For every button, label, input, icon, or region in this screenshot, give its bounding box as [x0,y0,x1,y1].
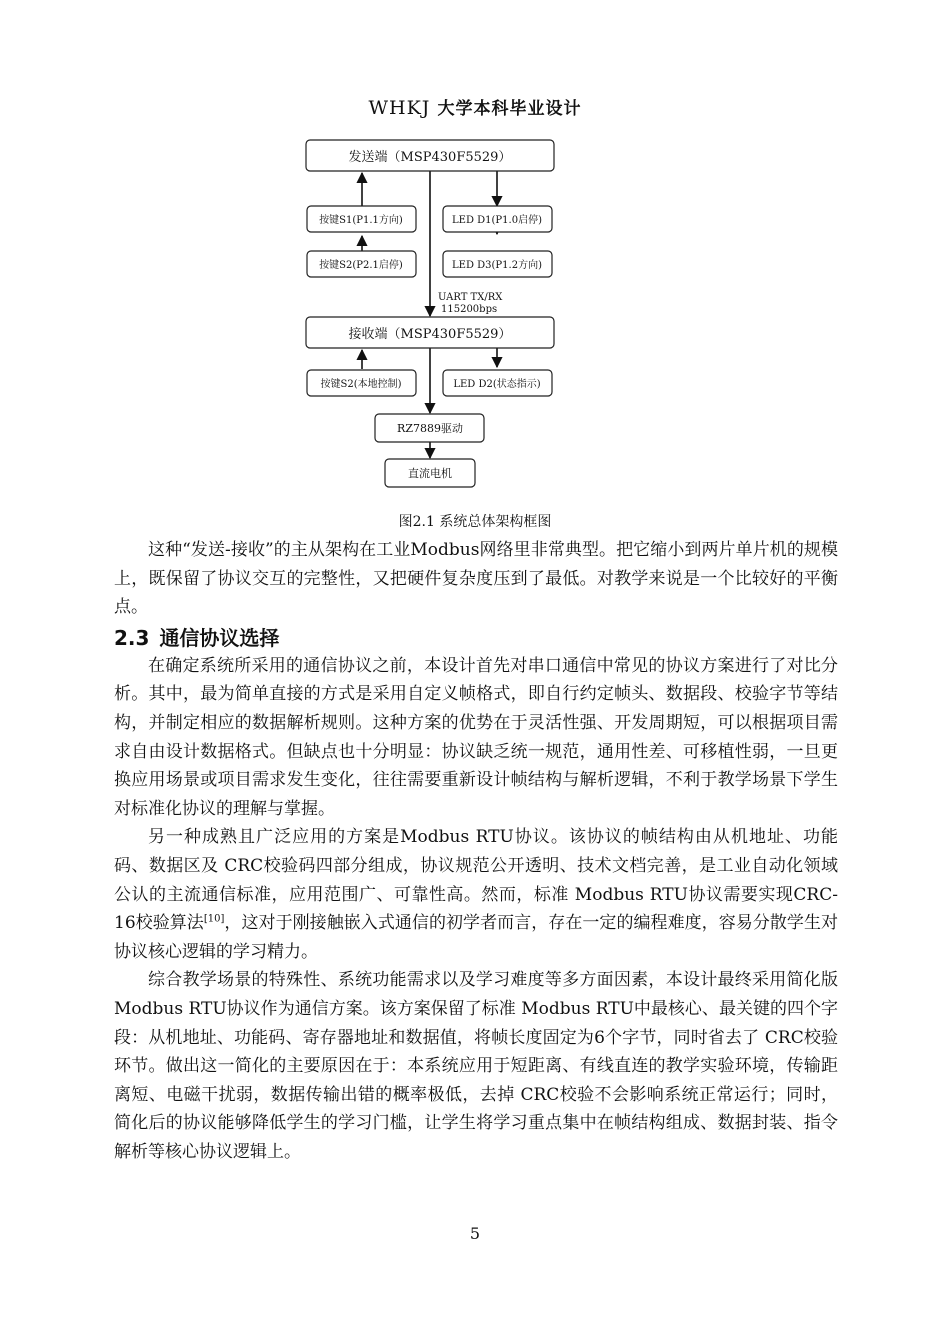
receiver-label: 接收端（MSP430F5529） [348,327,512,342]
led-d3-label: LED D3(P1.2方向) [452,260,542,271]
paragraph-4: 综合教学场景的特殊性、系统功能需求以及学习难度等多方面因素，本设计最终采用简化版 Modbus RTU协议作为通信方案。该方案保留了标准 Modbus RTU中最核心、最关键的四个字段：从机地址、功能码、寄存器地址和数据值，将帧长度固定为6个字节，同时省去了 CRC校验环节。做出这一简化的主要原因在于：本系统应用于短距离、有线直连的教学实验环境，传输距离短、电磁干扰弱，数据传输出错的概率极低，去掉 CRC校验不会影响系统正常运行；同时，简化后的协议能够降低学生的学习门槛，让学生将学习重点集中在帧结构组成、数据封装、指令解析等核心协议逻辑上。 [114,970,838,1162]
paragraph-3-part-b: ，这对于刚接触嵌入式通信的初学者而言，存在一定的编程难度，容易分散学生对协议核心逻辑的学习精力。 [114,913,838,962]
led-d2-label: LED D2(状态指示) [453,379,541,390]
citation-ref: [10] [203,913,225,925]
body-content [114,536,838,1166]
uart-label-line1: UART TX/RX [438,292,503,303]
architecture-diagram [0,0,950,520]
figure-caption: 图2.1 系统总体架构框图 [398,514,552,530]
header-title: 大学本科毕业设计 [437,99,582,119]
header-prefix: WHKJ [368,97,431,119]
key-s2-send-label: 按键S2(P2.1启停) [319,260,403,271]
motor-label: 直流电机 [408,467,452,480]
key-s2-recv-label: 按键S2(本地控制) [320,379,402,390]
key-s1-label: 按键S1(P1.1方向) [319,215,403,226]
paragraph-3-part-a: 另一种成熟且广泛应用的方案是Modbus RTU协议。该协议的帧结构由从机地址、功能码、数据区及 CRC校验码四部分组成，协议规范公开透明、技术文档完善，是工业自动化领域公认的主流通信标准，应用范围广、可靠性高。然而，标准 Modbus RTU协议需要实现CRC-16校验算法 [114,827,838,934]
sender-label: 发送端（MSP430F5529） [348,150,512,165]
section-number: 2.3 [114,625,150,650]
paragraph-1: 这种“发送-接收”的主从架构在工业Modbus网络里非常典型。把它缩小到两片单片机的规模上，既保留了协议交互的完整性，又把硬件复杂度压到了最低。对教学来说是一个比较好的平衡点。 [114,540,838,618]
page-number: 5 [469,1224,481,1243]
driver-label: RZ7889驱动 [397,422,463,435]
led-d1-label: LED D1(P1.0启停) [452,215,542,226]
paragraph-2: 在确定系统所采用的通信协议之前，本设计首先对串口通信中常见的协议方案进行了对比分析。其中，最为简单直接的方式是采用自定义帧格式，即自行约定帧头、数据段、校验字节等结构，并制定相应的数据解析规则。这种方案的优势在于灵活性强、开发周期短，可以根据项目需求自由设计数据格式。但缺点也十分明显：协议缺乏统一规范，通用性差、可移植性弱，一旦更换应用场景或项目需求发生变化，往往需要重新设计帧结构与解析逻辑，不利于教学场景下学生对标准化协议的理解与掌握。 [114,655,838,819]
section-heading [114,624,838,652]
section-title: 通信协议选择 [159,625,280,650]
uart-label-line2: 115200bps [441,304,498,315]
paragraph-3 [114,823,838,966]
